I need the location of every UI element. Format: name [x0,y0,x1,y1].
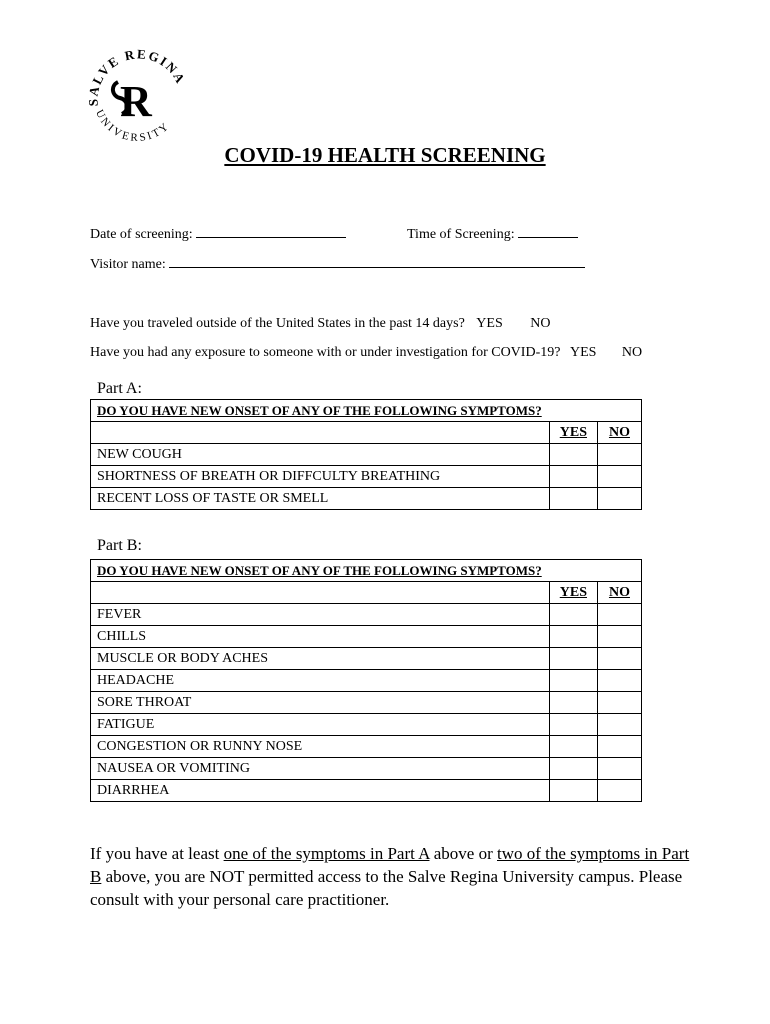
table-row [91,714,642,736]
notice-text: If you have at least [90,844,224,863]
table-row [91,604,642,626]
table-row [91,670,642,692]
yes-checkbox[interactable] [549,714,597,736]
no-checkbox[interactable] [597,736,641,758]
part-a-label: Part A: [97,380,142,397]
symptom-label: NEW COUGH [91,444,550,466]
no-checkbox[interactable] [597,444,641,466]
no-checkbox[interactable] [597,780,641,802]
notice-emphasis: one of the symptoms in Part A [223,844,430,863]
table-row [91,488,642,510]
yes-checkbox[interactable] [549,488,597,510]
visitor-blank[interactable] [169,255,585,268]
no-checkbox[interactable] [597,692,641,714]
no-option[interactable]: NO [530,316,551,331]
symptom-label: HEADACHE [91,670,550,692]
visitor-field[interactable] [90,255,585,273]
part-b-label: Part B: [97,537,142,554]
notice-text: above, you are NOT permitted access to the Salve Regina University campus. Please consult with your personal care practitioner. [90,867,683,909]
page-title: COVID-19 HEALTH SCREENING [224,143,546,167]
yes-checkbox[interactable] [549,758,597,780]
part-b-table [90,559,642,802]
table-header: DO YOU HAVE NEW ONSET OF ANY OF THE FOLLOWING SYMPTOMS? [91,400,642,422]
yes-option[interactable]: YES [569,345,597,360]
date-label: Date of screening: [90,227,193,242]
notice-text: above or [429,844,497,863]
no-checkbox[interactable] [597,604,641,626]
blank-cell [91,422,550,444]
svg-text:R: R [120,77,152,126]
table-row [91,758,642,780]
question-text: Have you had any exposure to someone with or under investigation for COVID-19? [90,345,561,360]
no-checkbox[interactable] [597,466,641,488]
yes-checkbox[interactable] [549,670,597,692]
yes-option[interactable]: YES [476,316,503,331]
no-checkbox[interactable] [597,626,641,648]
svg-text:UNIVERSITY: UNIVERSITY [93,107,173,145]
yes-checkbox[interactable] [549,692,597,714]
no-checkbox[interactable] [597,648,641,670]
yes-checkbox[interactable] [549,626,597,648]
yes-checkbox[interactable] [549,466,597,488]
no-checkbox[interactable] [597,488,641,510]
time-label: Time of Screening: [407,227,515,242]
access-notice [90,842,690,911]
blank-cell [91,582,550,604]
symptom-label: CHILLS [91,626,550,648]
symptom-label: SORE THROAT [91,692,550,714]
yes-checkbox[interactable] [549,736,597,758]
visitor-label: Visitor name: [90,257,166,272]
symptom-label: DIARRHEA [91,780,550,802]
yes-header: YES [549,422,597,444]
symptom-label: RECENT LOSS OF TASTE OR SMELL [91,488,550,510]
table-row [91,466,642,488]
table-row [91,780,642,802]
question-exposure [90,345,642,361]
part-a-table [90,399,642,510]
no-checkbox[interactable] [597,714,641,736]
symptom-label: NAUSEA OR VOMITING [91,758,550,780]
no-header: NO [597,582,641,604]
no-checkbox[interactable] [597,758,641,780]
symptom-label: CONGESTION OR RUNNY NOSE [91,736,550,758]
svg-text:SALVE REGINA: SALVE REGINA [85,46,189,107]
no-checkbox[interactable] [597,670,641,692]
symptom-label: FATIGUE [91,714,550,736]
date-field[interactable] [90,225,346,243]
symptom-label: SHORTNESS OF BREATH OR DIFFCULTY BREATHING [91,466,550,488]
time-blank[interactable] [518,225,578,238]
time-field[interactable] [407,225,578,243]
yes-header: YES [549,582,597,604]
notice-emphasis: two of the symptoms in Part B [90,844,690,886]
yes-checkbox[interactable] [549,604,597,626]
table-row [91,692,642,714]
table-row [91,626,642,648]
symptom-label: FEVER [91,604,550,626]
table-row [91,648,642,670]
date-blank[interactable] [196,225,346,238]
question-text: Have you traveled outside of the United States in the past 14 days? [90,316,465,331]
yes-checkbox[interactable] [549,648,597,670]
yes-checkbox[interactable] [549,444,597,466]
table-row [91,736,642,758]
university-seal-logo [84,46,190,152]
question-travel [90,316,550,332]
yes-checkbox[interactable] [549,780,597,802]
symptom-label: MUSCLE OR BODY ACHES [91,648,550,670]
table-row [91,444,642,466]
no-header: NO [597,422,641,444]
no-option[interactable]: NO [621,345,643,360]
table-header: DO YOU HAVE NEW ONSET OF ANY OF THE FOLLOWING SYMPTOMS? [91,560,642,582]
